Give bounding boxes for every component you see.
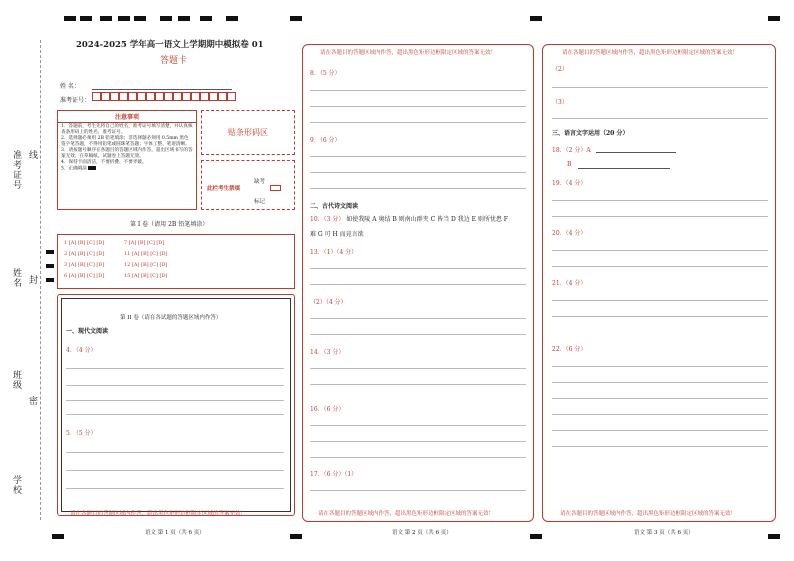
q18a-field[interactable] (596, 152, 676, 153)
choice-row[interactable]: 15 [A] [B] [C] [D] (124, 273, 168, 279)
exam-title: 2024-2025 学年高一语文上学期期中模拟卷 01 (76, 40, 264, 50)
q18-label: 18．（2 分）A (552, 147, 591, 154)
notice-item: 5．正确填涂 (61, 166, 87, 172)
q4-label: 4．（4 分） (66, 347, 97, 354)
answer-line[interactable] (310, 156, 526, 157)
timing-mark (530, 534, 542, 539)
q10-line1[interactable]: 如使我陵 A 奥结 B 则南山群夹 C 皆当 D 我边 E 则所忧患 F (346, 216, 508, 223)
notice-box (57, 110, 197, 210)
q18b-field[interactable] (578, 168, 670, 169)
warning-text: 请在各题目的答题区域内作答，超出黑色矩形边框限定区域的答案无效！ (320, 50, 497, 56)
absent-checkbox[interactable] (270, 185, 281, 191)
page2-frame (302, 44, 534, 522)
answer-line[interactable] (310, 188, 526, 189)
part1-heading: 一、现代文阅读 (66, 328, 109, 335)
footer-page2: 语文 第 2 页（共 6 页） (392, 530, 452, 536)
q5-label: 5．（5 分） (66, 430, 97, 437)
binding-line (40, 40, 41, 520)
filled-sample (88, 166, 96, 170)
id-grid[interactable] (92, 92, 236, 101)
part3-heading: 三、语言文字运用（20 分） (552, 130, 629, 137)
answer-line[interactable] (552, 366, 768, 367)
timing-mark (178, 16, 190, 21)
absent-label: 此栏考生禁填 (207, 186, 241, 192)
side-seal-label: 封 (27, 275, 37, 285)
answer-line[interactable] (552, 316, 768, 317)
barcode-label: 贴条形码区 (228, 128, 268, 137)
answer-line[interactable] (310, 284, 526, 285)
side-line-label: 线 (27, 150, 37, 160)
answer-line[interactable] (552, 216, 768, 217)
q9-label: 9．（6 分） (310, 137, 341, 144)
timing-mark (530, 16, 542, 21)
timing-mark (52, 534, 64, 539)
absent-box (201, 160, 295, 210)
choice-row[interactable]: 7 [A] [B] [C] [D] (124, 240, 165, 246)
answer-line[interactable] (552, 250, 768, 251)
choice-row[interactable]: 11 [A] [B] [C] [D] (124, 251, 168, 257)
answer-line[interactable] (552, 414, 768, 415)
p2-label: （2） (552, 66, 568, 73)
q14-label: 14．（3 分） (310, 349, 345, 356)
answer-line[interactable] (552, 398, 768, 399)
timing-mark (768, 534, 780, 539)
side-secret-label: 密 (27, 396, 37, 406)
footer-page1: 语文 第 1 页（共 6 页） (145, 530, 205, 536)
choice-row[interactable]: 3 [A] [B] [C] [D] (64, 262, 105, 268)
answer-line[interactable] (310, 334, 526, 335)
q13-2-label: （2）（4 分） (310, 299, 347, 306)
answer-line[interactable] (310, 122, 526, 123)
answer-line[interactable] (310, 368, 526, 369)
absent-mark-a: 缺考 (254, 179, 266, 185)
notice-item: 4．保持卡面清洁，不要折叠、不要弄破。 (61, 160, 147, 165)
answer-line[interactable] (310, 384, 526, 385)
side-id-label: 准考证号 (11, 150, 21, 190)
q17-label: 17．（6 分）（1） (310, 471, 358, 478)
barcode-area (201, 110, 295, 155)
name-field[interactable] (92, 89, 232, 90)
q18b-label: B (567, 161, 572, 168)
choice-row[interactable]: 2 [A] [B] [C] [D] (64, 251, 105, 257)
q21-label: 21．（4 分） (552, 280, 587, 287)
timing-mark (200, 16, 212, 21)
timing-mark (290, 534, 302, 539)
footer-page3: 语文 第 3 页（共 6 页） (634, 530, 694, 536)
id-label: 准考证号： (60, 97, 91, 104)
side-mark (46, 278, 54, 282)
warning-text: 请在各题目的答题区域内作答，超出黑色矩形边框限定区域的答案无效！ (562, 50, 739, 56)
section2-title: 第 II 卷（请在各试题的答题区域内作答） (120, 315, 222, 321)
answer-line[interactable] (552, 446, 768, 447)
side-school-label: 学校 (11, 475, 21, 495)
answer-line[interactable] (552, 430, 768, 431)
q8-label: 8．（5 分） (310, 70, 341, 77)
timing-mark (226, 16, 238, 21)
answer-line[interactable] (66, 488, 284, 489)
choice-row[interactable]: 6 [A] [B] [C] [D] (64, 273, 105, 279)
side-name-label: 姓名 (11, 268, 21, 288)
timing-mark (290, 16, 302, 21)
warning-text: 请在各题目的答题区域内作答，超出黑色矩形边框限定区域的答案无效！ (318, 511, 495, 517)
answer-line[interactable] (552, 266, 768, 267)
q10-line2[interactable]: 难 G 可 H 而竟言欲 (310, 231, 364, 238)
side-mark (46, 264, 54, 268)
answer-line[interactable] (66, 470, 284, 471)
answer-line[interactable] (552, 118, 768, 119)
notice-item: 2．选择题必须用 2B 铅笔填涂；非选择题必须用 0.5mm 黑色签字笔答题，不得用铅笔或圆珠笔答题；字体工整、笔迹清晰。 (61, 136, 190, 147)
answer-line[interactable] (552, 382, 768, 383)
answer-line[interactable] (66, 385, 284, 386)
timing-mark (80, 16, 92, 21)
side-class-label: 班级 (11, 370, 21, 390)
section1-title: 第 I 卷（请用 2B 铅笔填涂） (130, 221, 209, 228)
timing-mark (100, 16, 112, 21)
notice-title: 注意事项 (58, 111, 196, 123)
side-mark (46, 250, 54, 254)
q10-number: 10．（3 分） (310, 216, 345, 223)
answer-line[interactable] (66, 414, 284, 415)
notice-item: 3．请按题号顺序在各题目的答题区域内作答，超出区域书写的答案无效；在草稿纸、试题卷上答题无效。 (61, 148, 193, 159)
answer-line[interactable] (310, 441, 526, 442)
answer-line[interactable] (310, 90, 526, 91)
answer-line[interactable] (310, 318, 526, 319)
answer-line[interactable] (552, 200, 768, 201)
choice-row[interactable]: 1 [A] [B] [C] [D] (64, 240, 105, 246)
choice-row[interactable]: 12 [A] [B] [C] [D] (124, 262, 168, 268)
q22-label: 22．（6 分） (552, 346, 587, 353)
part2-heading: 二、古代诗文阅读 (310, 203, 359, 210)
answer-line[interactable] (310, 425, 526, 426)
warning-text: 请在各题目的答题区域内作答，超出黑色矩形边框限定区域的答案无效！ (560, 511, 737, 517)
timing-mark (118, 16, 130, 21)
exam-subtitle: 答题卡 (160, 56, 188, 66)
answer-line[interactable] (310, 268, 526, 269)
answer-line[interactable] (310, 172, 526, 173)
q16-label: 16．（6 分） (310, 406, 345, 413)
q19-label: 19．（4 分） (552, 180, 587, 187)
notice-item: 1．答题前，考生先将自己的姓名，准考证号填写清楚，并认真核查条形码上的姓名、准考证号。 (61, 124, 193, 135)
answer-line[interactable] (552, 87, 768, 88)
q13-1-label: 13．（1）（4 分） (310, 249, 358, 256)
answer-line[interactable] (66, 452, 284, 453)
timing-mark (134, 16, 146, 21)
timing-mark (160, 16, 172, 21)
timing-mark (768, 16, 780, 21)
absent-mark-b: 标记 (254, 199, 266, 205)
answer-line[interactable] (310, 490, 526, 491)
answer-line[interactable] (310, 106, 526, 107)
warning-text: 请在各题目的答题区域内作答，超出黑色矩形边框限定区域的答案无效！ (70, 511, 247, 517)
answer-line[interactable] (552, 300, 768, 301)
p3-label: （3） (552, 99, 568, 106)
answer-line[interactable] (66, 368, 284, 369)
answer-line[interactable] (310, 457, 526, 458)
q20-label: 20．（4 分） (552, 230, 587, 237)
q10-label (310, 214, 508, 223)
timing-mark (64, 16, 76, 21)
answer-line[interactable] (66, 400, 284, 401)
name-label: 姓 名： (60, 83, 80, 90)
